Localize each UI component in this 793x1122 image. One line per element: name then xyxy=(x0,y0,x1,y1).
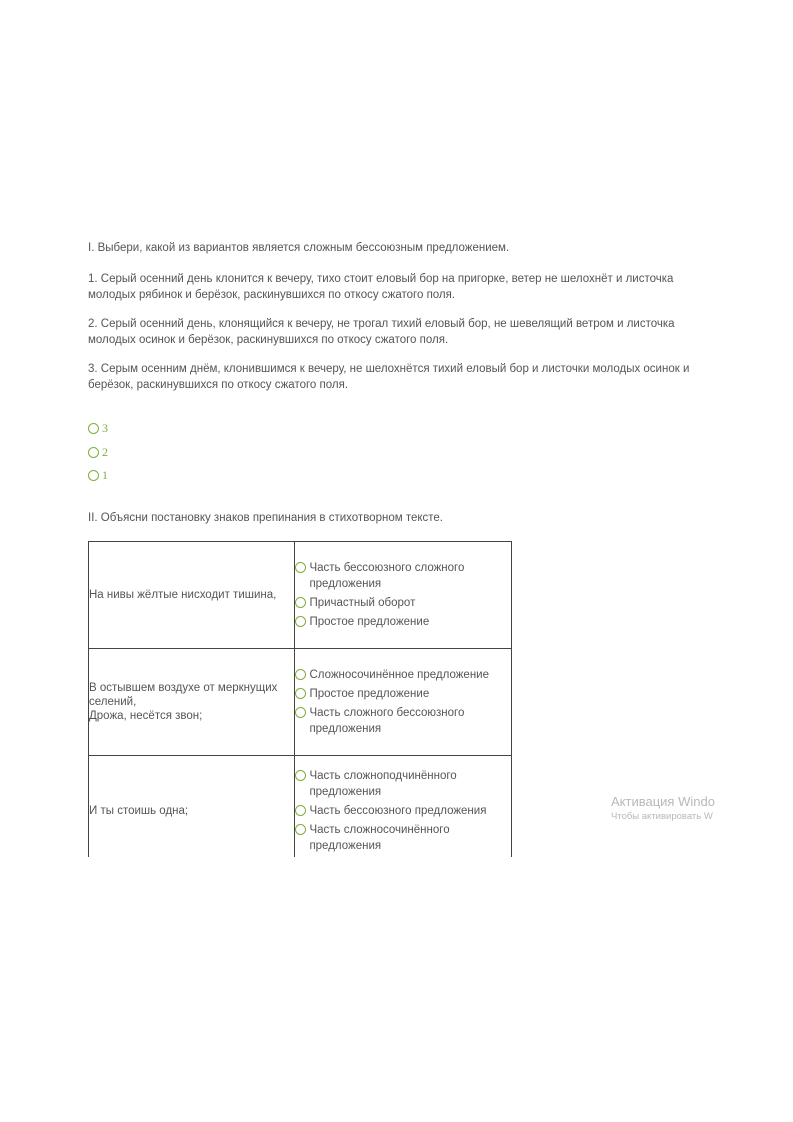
answer-options-cell xyxy=(295,756,512,867)
windows-activation-watermark xyxy=(611,794,715,824)
table-row xyxy=(89,542,512,649)
radio-button-icon[interactable] xyxy=(295,562,306,573)
answer-label: Часть бессоюзного предложения xyxy=(309,805,487,817)
poem-line: Дрожа, несётся звон; xyxy=(89,710,203,722)
answer-label: Простое предложение xyxy=(309,616,430,628)
watermark-subtitle: Чтобы активировать W xyxy=(611,811,713,822)
question1-option-text-3: 3. Серым осенним днём, клонившимся к вечеру, не шелохнётся тихий еловый бор и листочки молодых осинок и берёзок, раскинувшихся по откосу сжатого поля. xyxy=(88,363,690,391)
radio-button-icon[interactable] xyxy=(295,770,306,781)
poem-line-cell xyxy=(89,542,295,649)
radio-button-icon[interactable] xyxy=(88,423,99,434)
table-row xyxy=(89,649,512,756)
radio-button-icon[interactable] xyxy=(295,597,306,608)
answer-option[interactable] xyxy=(295,822,511,854)
answer-option[interactable] xyxy=(295,560,511,592)
question1-radio-option-1[interactable] xyxy=(88,464,108,488)
answer-label: Часть сложносочинённого предложения xyxy=(309,824,450,852)
answer-label: Простое предложение xyxy=(309,688,430,700)
radio-label: 1 xyxy=(102,468,108,483)
radio-button-icon[interactable] xyxy=(295,688,306,699)
answer-option[interactable] xyxy=(295,803,511,819)
answer-option[interactable] xyxy=(295,705,511,737)
answer-label: Часть сложного бессоюзного предложения xyxy=(309,707,465,735)
poem-line: В остывшем воздухе от меркнущих селений, xyxy=(89,682,278,708)
answer-options-cell xyxy=(295,649,512,756)
poem-line-cell xyxy=(89,649,295,756)
table-clip-mask xyxy=(80,857,540,897)
answer-option[interactable] xyxy=(295,614,511,630)
radio-label: 3 xyxy=(102,421,108,436)
answer-option[interactable] xyxy=(295,667,511,683)
answer-options-cell xyxy=(295,542,512,649)
radio-button-icon[interactable] xyxy=(88,470,99,481)
answer-option[interactable] xyxy=(295,768,511,800)
question1-radio-option-3[interactable] xyxy=(88,417,108,441)
radio-label: 2 xyxy=(102,444,108,459)
question1-option-text-1: 1. Серый осенний день клонится к вечеру, тихо стоит еловый бор на пригорке, ветер не шелохнёт и листочка молодых рябинок и берёзок, раскинувшихся по откосу сжатого поля. xyxy=(88,273,674,301)
radio-button-icon[interactable] xyxy=(295,669,306,680)
answer-option[interactable] xyxy=(295,686,511,702)
answer-option[interactable] xyxy=(295,595,511,611)
radio-button-icon[interactable] xyxy=(295,616,306,627)
question1-radio-option-2[interactable] xyxy=(88,441,108,465)
poem-line: На нивы жёлтые нисходит тишина, xyxy=(89,589,277,601)
question1-title: I. Выбери, какой из вариантов является сложным бессоюзным предложением. xyxy=(88,242,510,254)
radio-button-icon[interactable] xyxy=(88,447,99,458)
question1-radio-group xyxy=(88,417,108,488)
answer-label: Сложносочинённое предложение xyxy=(309,669,490,681)
radio-button-icon[interactable] xyxy=(295,824,306,835)
question1-option-text-2: 2. Серый осенний день, клонящийся к вечеру, не трогал тихий еловый бор, не шевелящий ветром и листочка молодых осинок и берёзок, раскинувшихся по откосу сжатого поля. xyxy=(88,318,675,346)
question2-title: II. Объясни постановку знаков препинания в стихотворном тексте. xyxy=(88,512,443,524)
answer-label: Причастный оборот xyxy=(309,597,416,609)
answer-label: Часть сложноподчинённого предложения xyxy=(309,770,457,798)
poem-line-cell xyxy=(89,756,295,867)
poem-line: И ты стоишь одна; xyxy=(89,805,189,817)
answer-label: Часть бессоюзного сложного предложения xyxy=(309,562,465,590)
table-row xyxy=(89,756,512,867)
radio-button-icon[interactable] xyxy=(295,805,306,816)
watermark-title: Активация Windo xyxy=(611,794,715,809)
question2-matching-table xyxy=(88,541,512,867)
radio-button-icon[interactable] xyxy=(295,707,306,718)
